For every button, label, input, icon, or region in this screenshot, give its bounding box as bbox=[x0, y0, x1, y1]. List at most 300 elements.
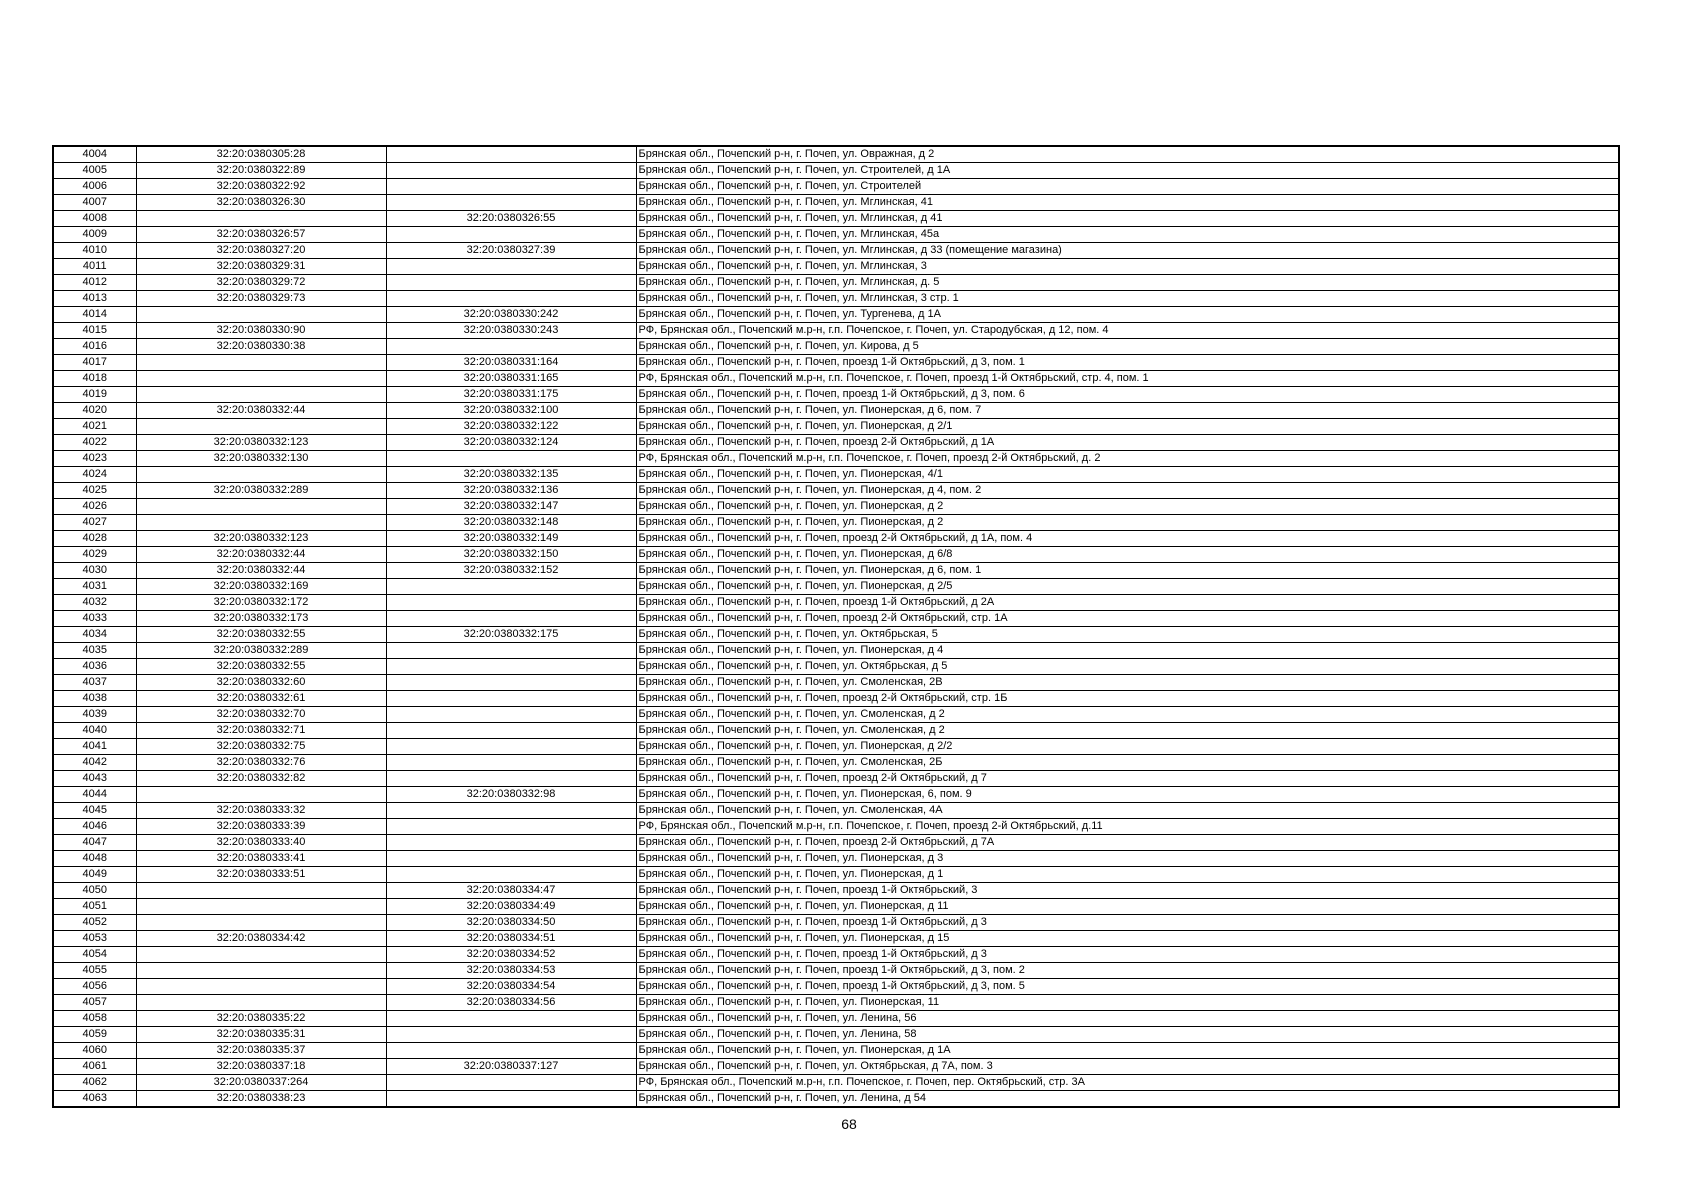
table-row bbox=[53, 771, 1619, 787]
row-number-cell: 4039 bbox=[53, 707, 136, 723]
table-row bbox=[53, 707, 1619, 723]
building-number-cell bbox=[386, 1043, 636, 1059]
address-cell: Брянская обл., Почепский р-н, г. Почеп, ул. Кирова, д 5 bbox=[636, 339, 1619, 355]
address-cell: Брянская обл., Почепский р-н, г. Почеп, ул. Ленина, 58 bbox=[636, 1027, 1619, 1043]
table-row bbox=[53, 579, 1619, 595]
address-cell: Брянская обл., Почепский р-н, г. Почеп, ул. Пионерская, д 2/2 bbox=[636, 739, 1619, 755]
parcel-number-cell: 32:20:0380305:28 bbox=[136, 146, 386, 163]
building-number-cell: 32:20:0380334:53 bbox=[386, 963, 636, 979]
address-cell: Брянская обл., Почепский р-н, г. Почеп, ул. Смоленская, 2Б bbox=[636, 755, 1619, 771]
parcel-number-cell bbox=[136, 467, 386, 483]
table-row bbox=[53, 979, 1619, 995]
address-cell: Брянская обл., Почепский р-н, г. Почеп, ул. Октябрьская, д 5 bbox=[636, 659, 1619, 675]
address-cell: Брянская обл., Почепский р-н, г. Почеп, ул. Ленина, д 54 bbox=[636, 1091, 1619, 1108]
building-number-cell: 32:20:0380332:148 bbox=[386, 515, 636, 531]
building-number-cell bbox=[386, 611, 636, 627]
parcel-number-cell: 32:20:0380333:41 bbox=[136, 851, 386, 867]
address-cell: Брянская обл., Почепский р-н, г. Почеп, проезд 1-й Октябрьский, д 3 bbox=[636, 947, 1619, 963]
row-number-cell: 4047 bbox=[53, 835, 136, 851]
table-row bbox=[53, 499, 1619, 515]
address-cell: Брянская обл., Почепский р-н, г. Почеп, проезд 2-й Октябрьский, стр. 1Б bbox=[636, 691, 1619, 707]
parcel-number-cell: 32:20:0380332:130 bbox=[136, 451, 386, 467]
row-number-cell: 4056 bbox=[53, 979, 136, 995]
building-number-cell bbox=[386, 146, 636, 163]
table-row bbox=[53, 387, 1619, 403]
row-number-cell: 4035 bbox=[53, 643, 136, 659]
building-number-cell bbox=[386, 1011, 636, 1027]
address-cell: Брянская обл., Почепский р-н, г. Почеп, ул. Тургенева, д 1А bbox=[636, 307, 1619, 323]
parcel-number-cell: 32:20:0380332:289 bbox=[136, 483, 386, 499]
address-cell: Брянская обл., Почепский р-н, г. Почеп, ул. Пионерская, д 1А bbox=[636, 1043, 1619, 1059]
building-number-cell bbox=[386, 739, 636, 755]
table-row bbox=[53, 419, 1619, 435]
parcel-number-cell: 32:20:0380333:40 bbox=[136, 835, 386, 851]
row-number-cell: 4017 bbox=[53, 355, 136, 371]
row-number-cell: 4026 bbox=[53, 499, 136, 515]
parcel-number-cell: 32:20:0380332:123 bbox=[136, 531, 386, 547]
table-row bbox=[53, 243, 1619, 259]
building-number-cell: 32:20:0380332:122 bbox=[386, 419, 636, 435]
row-number-cell: 4033 bbox=[53, 611, 136, 627]
table-row bbox=[53, 643, 1619, 659]
table-row bbox=[53, 146, 1619, 163]
row-number-cell: 4049 bbox=[53, 867, 136, 883]
parcel-number-cell bbox=[136, 515, 386, 531]
parcel-number-cell bbox=[136, 499, 386, 515]
address-cell: РФ, Брянская обл., Почепский м.р-н, г.п. Почепское, г. Почеп, ул. Стародубская, д 12, пом. 4 bbox=[636, 323, 1619, 339]
row-number-cell: 4043 bbox=[53, 771, 136, 787]
address-cell: Брянская обл., Почепский р-н, г. Почеп, ул. Пионерская, д 15 bbox=[636, 931, 1619, 947]
row-number-cell: 4038 bbox=[53, 691, 136, 707]
parcel-number-cell bbox=[136, 979, 386, 995]
parcel-number-cell bbox=[136, 355, 386, 371]
address-cell: Брянская обл., Почепский р-н, г. Почеп, ул. Пионерская, д 4, пом. 2 bbox=[636, 483, 1619, 499]
row-number-cell: 4042 bbox=[53, 755, 136, 771]
building-number-cell: 32:20:0380334:56 bbox=[386, 995, 636, 1011]
building-number-cell bbox=[386, 771, 636, 787]
row-number-cell: 4034 bbox=[53, 627, 136, 643]
row-number-cell: 4044 bbox=[53, 787, 136, 803]
row-number-cell: 4024 bbox=[53, 467, 136, 483]
table-row bbox=[53, 547, 1619, 563]
parcel-number-cell: 32:20:0380332:70 bbox=[136, 707, 386, 723]
building-number-cell bbox=[386, 819, 636, 835]
row-number-cell: 4023 bbox=[53, 451, 136, 467]
row-number-cell: 4040 bbox=[53, 723, 136, 739]
parcel-number-cell: 32:20:0380333:51 bbox=[136, 867, 386, 883]
row-number-cell: 4006 bbox=[53, 179, 136, 195]
row-number-cell: 4016 bbox=[53, 339, 136, 355]
building-number-cell: 32:20:0380334:47 bbox=[386, 883, 636, 899]
building-number-cell bbox=[386, 1027, 636, 1043]
parcel-number-cell: 32:20:0380329:31 bbox=[136, 259, 386, 275]
registry-table-body bbox=[53, 146, 1619, 1107]
address-cell: Брянская обл., Почепский р-н, г. Почеп, ул. Октябрьская, д 7А, пом. 3 bbox=[636, 1059, 1619, 1075]
row-number-cell: 4036 bbox=[53, 659, 136, 675]
building-number-cell bbox=[386, 579, 636, 595]
table-row bbox=[53, 323, 1619, 339]
address-cell: Брянская обл., Почепский р-н, г. Почеп, проезд 1-й Октябрьский, 3 bbox=[636, 883, 1619, 899]
parcel-number-cell bbox=[136, 211, 386, 227]
address-cell: Брянская обл., Почепский р-н, г. Почеп, ул. Пионерская, д 1 bbox=[636, 867, 1619, 883]
building-number-cell: 32:20:0380331:175 bbox=[386, 387, 636, 403]
row-number-cell: 4041 bbox=[53, 739, 136, 755]
building-number-cell bbox=[386, 1075, 636, 1091]
parcel-number-cell: 32:20:0380332:75 bbox=[136, 739, 386, 755]
table-row bbox=[53, 851, 1619, 867]
table-row bbox=[53, 947, 1619, 963]
row-number-cell: 4052 bbox=[53, 915, 136, 931]
building-number-cell: 32:20:0380331:165 bbox=[386, 371, 636, 387]
row-number-cell: 4046 bbox=[53, 819, 136, 835]
address-cell: РФ, Брянская обл., Почепский м.р-н, г.п. Почепское, г. Почеп, проезд 2-й Октябрьский, д.11 bbox=[636, 819, 1619, 835]
parcel-number-cell: 32:20:0380335:37 bbox=[136, 1043, 386, 1059]
table-row bbox=[53, 1091, 1619, 1108]
parcel-number-cell: 32:20:0380337:18 bbox=[136, 1059, 386, 1075]
parcel-number-cell: 32:20:0380329:73 bbox=[136, 291, 386, 307]
table-row bbox=[53, 195, 1619, 211]
parcel-number-cell: 32:20:0380337:264 bbox=[136, 1075, 386, 1091]
address-cell: Брянская обл., Почепский р-н, г. Почеп, проезд 1-й Октябрьский, д 3, пом. 1 bbox=[636, 355, 1619, 371]
row-number-cell: 4037 bbox=[53, 675, 136, 691]
row-number-cell: 4014 bbox=[53, 307, 136, 323]
table-row bbox=[53, 995, 1619, 1011]
building-number-cell: 32:20:0380334:51 bbox=[386, 931, 636, 947]
address-cell: Брянская обл., Почепский р-н, г. Почеп, ул. Строителей, д 1А bbox=[636, 163, 1619, 179]
table-row bbox=[53, 883, 1619, 899]
building-number-cell: 32:20:0380332:152 bbox=[386, 563, 636, 579]
table-row bbox=[53, 1059, 1619, 1075]
row-number-cell: 4058 bbox=[53, 1011, 136, 1027]
row-number-cell: 4009 bbox=[53, 227, 136, 243]
row-number-cell: 4057 bbox=[53, 995, 136, 1011]
parcel-number-cell: 32:20:0380326:57 bbox=[136, 227, 386, 243]
building-number-cell bbox=[386, 227, 636, 243]
table-row bbox=[53, 931, 1619, 947]
row-number-cell: 4062 bbox=[53, 1075, 136, 1091]
building-number-cell bbox=[386, 867, 636, 883]
table-row bbox=[53, 435, 1619, 451]
table-row bbox=[53, 691, 1619, 707]
table-row bbox=[53, 355, 1619, 371]
parcel-number-cell: 32:20:0380332:44 bbox=[136, 563, 386, 579]
address-cell: Брянская обл., Почепский р-н, г. Почеп, ул. Пионерская, д 2 bbox=[636, 499, 1619, 515]
parcel-number-cell bbox=[136, 995, 386, 1011]
table-row bbox=[53, 211, 1619, 227]
building-number-cell bbox=[386, 755, 636, 771]
parcel-number-cell bbox=[136, 307, 386, 323]
building-number-cell bbox=[386, 691, 636, 707]
address-cell: Брянская обл., Почепский р-н, г. Почеп, ул. Мглинская, д. 5 bbox=[636, 275, 1619, 291]
table-row bbox=[53, 723, 1619, 739]
parcel-number-cell: 32:20:0380327:20 bbox=[136, 243, 386, 259]
address-cell: Брянская обл., Почепский р-н, г. Почеп, ул. Смоленская, д 2 bbox=[636, 707, 1619, 723]
table-row bbox=[53, 787, 1619, 803]
building-number-cell: 32:20:0380332:149 bbox=[386, 531, 636, 547]
row-number-cell: 4061 bbox=[53, 1059, 136, 1075]
row-number-cell: 4030 bbox=[53, 563, 136, 579]
table-row bbox=[53, 611, 1619, 627]
row-number-cell: 4022 bbox=[53, 435, 136, 451]
building-number-cell: 32:20:0380332:135 bbox=[386, 467, 636, 483]
row-number-cell: 4031 bbox=[53, 579, 136, 595]
address-cell: Брянская обл., Почепский р-н, г. Почеп, ул. Пионерская, д 6, пом. 1 bbox=[636, 563, 1619, 579]
address-cell: Брянская обл., Почепский р-н, г. Почеп, ул. Пионерская, д 3 bbox=[636, 851, 1619, 867]
address-cell: Брянская обл., Почепский р-н, г. Почеп, проезд 1-й Октябрьский, д 3, пом. 5 bbox=[636, 979, 1619, 995]
parcel-number-cell: 32:20:0380332:169 bbox=[136, 579, 386, 595]
table-row bbox=[53, 259, 1619, 275]
parcel-number-cell: 32:20:0380329:72 bbox=[136, 275, 386, 291]
parcel-number-cell: 32:20:0380332:60 bbox=[136, 675, 386, 691]
address-cell: Брянская обл., Почепский р-н, г. Почеп, проезд 1-й Октябрьский, д 3, пом. 6 bbox=[636, 387, 1619, 403]
parcel-number-cell bbox=[136, 883, 386, 899]
address-cell: Брянская обл., Почепский р-н, г. Почеп, проезд 1-й Октябрьский, д 3 bbox=[636, 915, 1619, 931]
parcel-number-cell: 32:20:0380332:44 bbox=[136, 403, 386, 419]
parcel-number-cell bbox=[136, 787, 386, 803]
row-number-cell: 4004 bbox=[53, 146, 136, 163]
table-row bbox=[53, 819, 1619, 835]
table-row bbox=[53, 867, 1619, 883]
building-number-cell: 32:20:0380332:175 bbox=[386, 627, 636, 643]
address-cell: Брянская обл., Почепский р-н, г. Почеп, ул. Мглинская, д 33 (помещение магазина) bbox=[636, 243, 1619, 259]
address-cell: РФ, Брянская обл., Почепский м.р-н, г.п. Почепское, г. Почеп, пер. Октябрьский, стр. 3А bbox=[636, 1075, 1619, 1091]
address-cell: Брянская обл., Почепский р-н, г. Почеп, проезд 2-й Октябрьский, д 1А bbox=[636, 435, 1619, 451]
building-number-cell: 32:20:0380332:150 bbox=[386, 547, 636, 563]
table-row bbox=[53, 563, 1619, 579]
address-cell: Брянская обл., Почепский р-н, г. Почеп, ул. Мглинская, 3 стр. 1 bbox=[636, 291, 1619, 307]
row-number-cell: 4013 bbox=[53, 291, 136, 307]
parcel-number-cell: 32:20:0380332:76 bbox=[136, 755, 386, 771]
row-number-cell: 4015 bbox=[53, 323, 136, 339]
row-number-cell: 4059 bbox=[53, 1027, 136, 1043]
row-number-cell: 4008 bbox=[53, 211, 136, 227]
row-number-cell: 4007 bbox=[53, 195, 136, 211]
address-cell: Брянская обл., Почепский р-н, г. Почеп, ул. Смоленская, 2В bbox=[636, 675, 1619, 691]
parcel-number-cell: 32:20:0380335:22 bbox=[136, 1011, 386, 1027]
address-cell: Брянская обл., Почепский р-н, г. Почеп, ул. Ленина, 56 bbox=[636, 1011, 1619, 1027]
parcel-number-cell: 32:20:0380335:31 bbox=[136, 1027, 386, 1043]
building-number-cell bbox=[386, 259, 636, 275]
row-number-cell: 4053 bbox=[53, 931, 136, 947]
address-cell: Брянская обл., Почепский р-н, г. Почеп, ул. Пионерская, д 2/1 bbox=[636, 419, 1619, 435]
table-row bbox=[53, 467, 1619, 483]
address-cell: Брянская обл., Почепский р-н, г. Почеп, проезд 2-й Октябрьский, д 1А, пом. 4 bbox=[636, 531, 1619, 547]
building-number-cell: 32:20:0380331:164 bbox=[386, 355, 636, 371]
building-number-cell: 32:20:0380332:98 bbox=[386, 787, 636, 803]
row-number-cell: 4063 bbox=[53, 1091, 136, 1108]
row-number-cell: 4054 bbox=[53, 947, 136, 963]
table-row bbox=[53, 531, 1619, 547]
parcel-number-cell bbox=[136, 963, 386, 979]
parcel-number-cell: 32:20:0380332:55 bbox=[136, 627, 386, 643]
building-number-cell: 32:20:0380332:147 bbox=[386, 499, 636, 515]
table-row bbox=[53, 307, 1619, 323]
table-row bbox=[53, 963, 1619, 979]
table-row bbox=[53, 451, 1619, 467]
parcel-number-cell: 32:20:0380333:32 bbox=[136, 803, 386, 819]
building-number-cell bbox=[386, 275, 636, 291]
parcel-number-cell: 32:20:0380332:82 bbox=[136, 771, 386, 787]
building-number-cell: 32:20:0380334:49 bbox=[386, 899, 636, 915]
building-number-cell: 32:20:0380337:127 bbox=[386, 1059, 636, 1075]
table-row bbox=[53, 675, 1619, 691]
table-row bbox=[53, 659, 1619, 675]
parcel-number-cell: 32:20:0380322:92 bbox=[136, 179, 386, 195]
table-row bbox=[53, 1027, 1619, 1043]
address-cell: Брянская обл., Почепский р-н, г. Почеп, ул. Пионерская, д 11 bbox=[636, 899, 1619, 915]
parcel-number-cell: 32:20:0380338:23 bbox=[136, 1091, 386, 1108]
parcel-number-cell: 32:20:0380332:173 bbox=[136, 611, 386, 627]
table-row bbox=[53, 755, 1619, 771]
building-number-cell bbox=[386, 851, 636, 867]
address-cell: Брянская обл., Почепский р-н, г. Почеп, ул. Пионерская, 11 bbox=[636, 995, 1619, 1011]
row-number-cell: 4025 bbox=[53, 483, 136, 499]
parcel-number-cell bbox=[136, 371, 386, 387]
parcel-number-cell bbox=[136, 899, 386, 915]
building-number-cell bbox=[386, 595, 636, 611]
address-cell: Брянская обл., Почепский р-н, г. Почеп, проезд 2-й Октябрьский, д 7А bbox=[636, 835, 1619, 851]
address-cell: Брянская обл., Почепский р-н, г. Почеп, ул. Строителей bbox=[636, 179, 1619, 195]
table-row bbox=[53, 1075, 1619, 1091]
table-row bbox=[53, 483, 1619, 499]
parcel-number-cell: 32:20:0380326:30 bbox=[136, 195, 386, 211]
building-number-cell bbox=[386, 707, 636, 723]
building-number-cell bbox=[386, 451, 636, 467]
table-row bbox=[53, 595, 1619, 611]
table-row bbox=[53, 1043, 1619, 1059]
row-number-cell: 4029 bbox=[53, 547, 136, 563]
building-number-cell: 32:20:0380330:242 bbox=[386, 307, 636, 323]
address-cell: Брянская обл., Почепский р-н, г. Почеп, ул. Мглинская, 41 bbox=[636, 195, 1619, 211]
parcel-number-cell: 32:20:0380330:38 bbox=[136, 339, 386, 355]
address-cell: РФ, Брянская обл., Почепский м.р-н, г.п. Почепское, г. Почеп, проезд 2-й Октябрьский, д. 2 bbox=[636, 451, 1619, 467]
parcel-number-cell: 32:20:0380332:71 bbox=[136, 723, 386, 739]
parcel-number-cell: 32:20:0380330:90 bbox=[136, 323, 386, 339]
building-number-cell: 32:20:0380332:136 bbox=[386, 483, 636, 499]
address-cell: Брянская обл., Почепский р-н, г. Почеп, ул. Мглинская, 3 bbox=[636, 259, 1619, 275]
building-number-cell bbox=[386, 659, 636, 675]
address-cell: Брянская обл., Почепский р-н, г. Почеп, проезд 2-й Октябрьский, д 7 bbox=[636, 771, 1619, 787]
table-row bbox=[53, 227, 1619, 243]
building-number-cell: 32:20:0380334:52 bbox=[386, 947, 636, 963]
row-number-cell: 4060 bbox=[53, 1043, 136, 1059]
address-cell: Брянская обл., Почепский р-н, г. Почеп, ул. Пионерская, 6, пом. 9 bbox=[636, 787, 1619, 803]
address-cell: РФ, Брянская обл., Почепский м.р-н, г.п. Почепское, г. Почеп, проезд 1-й Октябрьский, стр. 4, пом. 1 bbox=[636, 371, 1619, 387]
table-row bbox=[53, 627, 1619, 643]
address-cell: Брянская обл., Почепский р-н, г. Почеп, ул. Мглинская, 45а bbox=[636, 227, 1619, 243]
parcel-number-cell: 32:20:0380332:55 bbox=[136, 659, 386, 675]
parcel-number-cell bbox=[136, 947, 386, 963]
table-row bbox=[53, 339, 1619, 355]
building-number-cell: 32:20:0380330:243 bbox=[386, 323, 636, 339]
registry-table bbox=[52, 145, 1620, 1108]
table-row bbox=[53, 803, 1619, 819]
row-number-cell: 4010 bbox=[53, 243, 136, 259]
parcel-number-cell: 32:20:0380332:172 bbox=[136, 595, 386, 611]
table-row bbox=[53, 515, 1619, 531]
building-number-cell bbox=[386, 723, 636, 739]
parcel-number-cell: 32:20:0380332:61 bbox=[136, 691, 386, 707]
row-number-cell: 4012 bbox=[53, 275, 136, 291]
building-number-cell: 32:20:0380332:100 bbox=[386, 403, 636, 419]
row-number-cell: 4050 bbox=[53, 883, 136, 899]
building-number-cell bbox=[386, 675, 636, 691]
table-row bbox=[53, 179, 1619, 195]
address-cell: Брянская обл., Почепский р-н, г. Почеп, ул. Пионерская, д 2 bbox=[636, 515, 1619, 531]
parcel-number-cell: 32:20:0380322:89 bbox=[136, 163, 386, 179]
table-row bbox=[53, 163, 1619, 179]
building-number-cell bbox=[386, 195, 636, 211]
address-cell: Брянская обл., Почепский р-н, г. Почеп, ул. Пионерская, д 4 bbox=[636, 643, 1619, 659]
table-row bbox=[53, 291, 1619, 307]
row-number-cell: 4020 bbox=[53, 403, 136, 419]
row-number-cell: 4028 bbox=[53, 531, 136, 547]
address-cell: Брянская обл., Почепский р-н, г. Почеп, проезд 1-й Октябрьский, д 3, пом. 2 bbox=[636, 963, 1619, 979]
parcel-number-cell: 32:20:0380332:44 bbox=[136, 547, 386, 563]
building-number-cell: 32:20:0380334:54 bbox=[386, 979, 636, 995]
table-row bbox=[53, 1011, 1619, 1027]
building-number-cell bbox=[386, 291, 636, 307]
building-number-cell bbox=[386, 1091, 636, 1108]
table-row bbox=[53, 739, 1619, 755]
row-number-cell: 4051 bbox=[53, 899, 136, 915]
building-number-cell bbox=[386, 835, 636, 851]
address-cell: Брянская обл., Почепский р-н, г. Почеп, проезд 1-й Октябрьский, д 2А bbox=[636, 595, 1619, 611]
parcel-number-cell: 32:20:0380332:123 bbox=[136, 435, 386, 451]
building-number-cell bbox=[386, 179, 636, 195]
parcel-number-cell bbox=[136, 419, 386, 435]
building-number-cell bbox=[386, 803, 636, 819]
building-number-cell: 32:20:0380332:124 bbox=[386, 435, 636, 451]
parcel-number-cell: 32:20:0380334:42 bbox=[136, 931, 386, 947]
row-number-cell: 4027 bbox=[53, 515, 136, 531]
row-number-cell: 4048 bbox=[53, 851, 136, 867]
building-number-cell bbox=[386, 339, 636, 355]
address-cell: Брянская обл., Почепский р-н, г. Почеп, ул. Пионерская, д 6, пом. 7 bbox=[636, 403, 1619, 419]
parcel-number-cell: 32:20:0380333:39 bbox=[136, 819, 386, 835]
address-cell: Брянская обл., Почепский р-н, г. Почеп, ул. Мглинская, д 41 bbox=[636, 211, 1619, 227]
parcel-number-cell bbox=[136, 387, 386, 403]
table-row bbox=[53, 899, 1619, 915]
row-number-cell: 4005 bbox=[53, 163, 136, 179]
row-number-cell: 4019 bbox=[53, 387, 136, 403]
address-cell: Брянская обл., Почепский р-н, г. Почеп, проезд 2-й Октябрьский, стр. 1А bbox=[636, 611, 1619, 627]
row-number-cell: 4011 bbox=[53, 259, 136, 275]
building-number-cell: 32:20:0380334:50 bbox=[386, 915, 636, 931]
row-number-cell: 4032 bbox=[53, 595, 136, 611]
address-cell: Брянская обл., Почепский р-н, г. Почеп, ул. Овражная, д 2 bbox=[636, 146, 1619, 163]
table-row bbox=[53, 915, 1619, 931]
table-row bbox=[53, 371, 1619, 387]
row-number-cell: 4055 bbox=[53, 963, 136, 979]
row-number-cell: 4021 bbox=[53, 419, 136, 435]
table-row bbox=[53, 835, 1619, 851]
table-row bbox=[53, 403, 1619, 419]
building-number-cell: 32:20:0380326:55 bbox=[386, 211, 636, 227]
address-cell: Брянская обл., Почепский р-н, г. Почеп, ул. Смоленская, 4А bbox=[636, 803, 1619, 819]
building-number-cell bbox=[386, 643, 636, 659]
parcel-number-cell bbox=[136, 915, 386, 931]
table-row bbox=[53, 275, 1619, 291]
address-cell: Брянская обл., Почепский р-н, г. Почеп, ул. Пионерская, 4/1 bbox=[636, 467, 1619, 483]
address-cell: Брянская обл., Почепский р-н, г. Почеп, ул. Смоленская, д 2 bbox=[636, 723, 1619, 739]
page-number: 68 bbox=[841, 1116, 857, 1132]
address-cell: Брянская обл., Почепский р-н, г. Почеп, ул. Октябрьская, 5 bbox=[636, 627, 1619, 643]
building-number-cell: 32:20:0380327:39 bbox=[386, 243, 636, 259]
row-number-cell: 4018 bbox=[53, 371, 136, 387]
building-number-cell bbox=[386, 163, 636, 179]
address-cell: Брянская обл., Почепский р-н, г. Почеп, ул. Пионерская, д 6/8 bbox=[636, 547, 1619, 563]
